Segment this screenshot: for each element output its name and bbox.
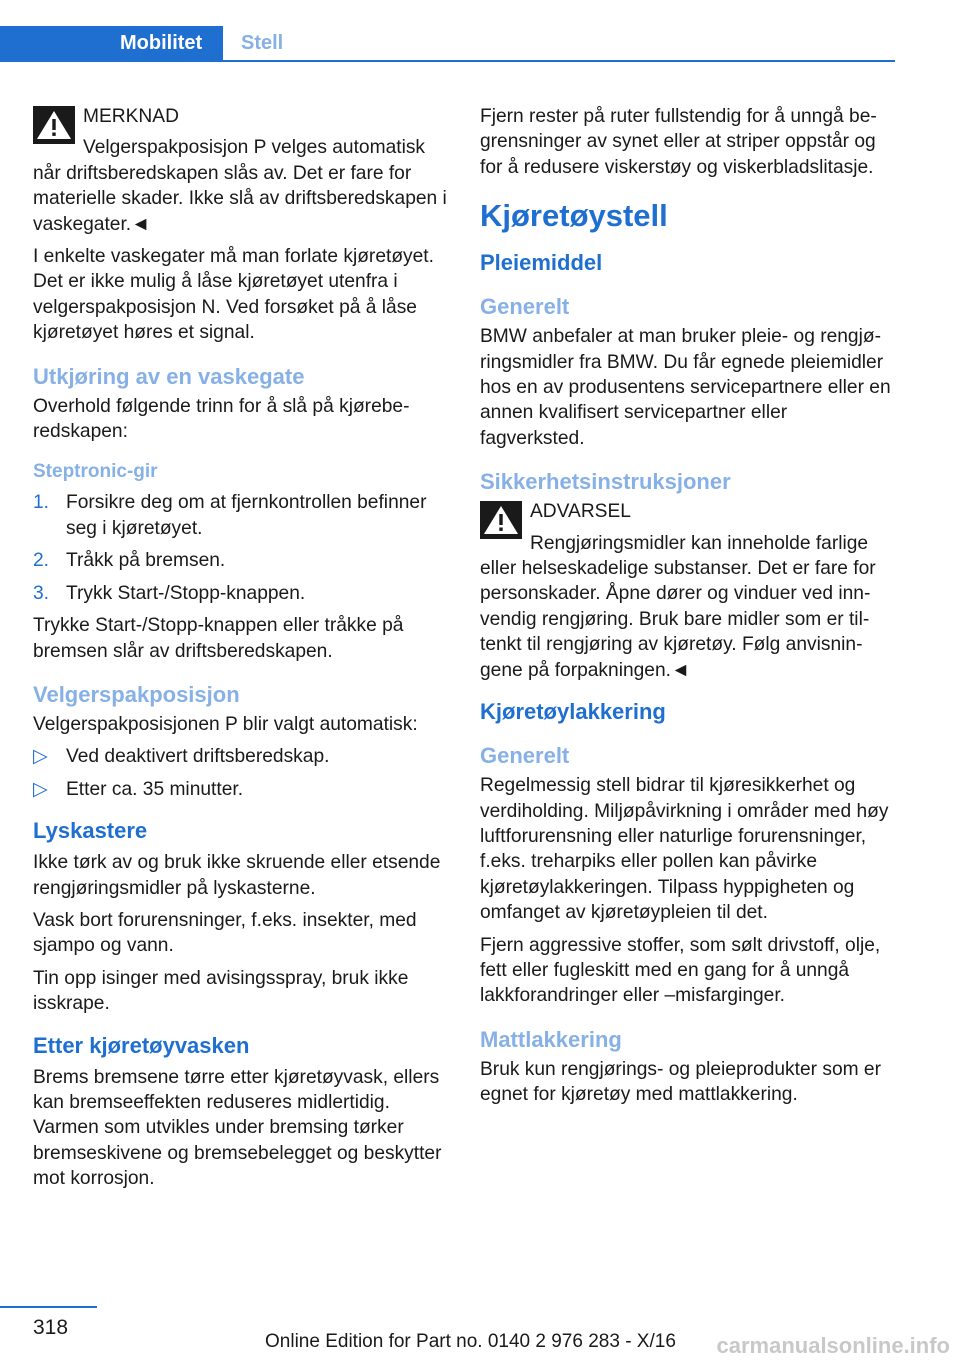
list-number: 3. (33, 582, 50, 604)
paragraph-windows: Fjern rester på ruter fullstendig for å unngå begrensninger av synet eller at striper oppstår og for å redusere viskerstøy og viskerbladslitasje. (480, 106, 877, 178)
warning-title: ADVARSEL (530, 501, 631, 523)
heading-vehicle-care: Kjøretøystell (480, 198, 668, 234)
paragraph-matte-paint: Bruk kun rengjørings- og pleieprodukter som er egnet for kjøretøy med mattlakkering. (480, 1058, 881, 1106)
footer-rule (0, 1306, 97, 1308)
page-number: 318 (33, 1316, 69, 1339)
section-tab-bar (0, 26, 895, 62)
heading-care-products: Pleiemiddel (480, 250, 603, 276)
list-item (33, 548, 447, 573)
heading-after-wash: Etter kjøretøyvasken (33, 1032, 250, 1058)
paragraph-paint-1: Regelmessig stell bidrar til kjøresikkerhet og verdiholding. Miljøpåvirkning i områder med høy luftforurensning eller naturlige forurensninger, f.eks. treharpiks eller pollen kan påvirke kjøretøylakkeringen. Tilpass hyppigheten og omfanget av kjøretøypleien til det. (480, 775, 889, 924)
heading-headlights: Lyskastere (33, 818, 148, 844)
list-number: 1. (33, 492, 50, 514)
bullet-triangle-icon: ▷ (33, 778, 48, 800)
warning-triangle-icon (33, 106, 75, 144)
list-text: Trykk Start-/Stopp-knappen. (66, 582, 306, 604)
list-item (33, 581, 447, 606)
edition-line: Online Edition for Part no. 0140 2 976 283 - X/16 (265, 1331, 676, 1352)
heading-vehicle-paint: Kjøretøylakkering (480, 699, 666, 725)
bullet-list (33, 744, 447, 802)
heading-matte-paint: Mattlakkering (480, 1026, 622, 1052)
bullet-triangle-icon: ▷ (33, 746, 48, 768)
paragraph-wash-exit-lock: I enkelte vaskegater må man forlate kjøretøyet. Det er ikke mulig å låse kjøretøyet utenfra i velgerspakposisjon N. Ved forsøket på å låse kjøretøyet høres et signal. (33, 246, 434, 344)
list-item (33, 777, 447, 802)
list-text: Etter ca. 35 minutter. (66, 778, 244, 800)
heading-exit-car-wash: Utkjøring av en vaskegate (33, 363, 305, 389)
paragraph-steps-after: Trykke Start-/Stopp-knappen eller tråkke på bremsen slår av driftsberedskapen. (33, 615, 404, 662)
paragraph-headlights-1: Ikke tørk av og bruk ikke skruende eller etsende rengjøringsmidler på lyskasterne. (33, 852, 441, 899)
tab-stell[interactable]: Stell (241, 32, 284, 54)
left-column (33, 104, 447, 1199)
list-item (33, 744, 447, 769)
warning-triangle-icon (480, 501, 522, 539)
notice-text: Velgerspakposisjon P velges automatisk når driftsberedskapen slås av. Det er fare for materielle skader. Ikke slå av driftsberedskapen i vaskegater.◄ (33, 137, 447, 235)
heading-selector-position: Velgerspakposisjon (33, 681, 240, 707)
paragraph-exit-steps-intro: Overhold følgende trinn for å slå på kjøreberedskapen: (33, 395, 410, 443)
paragraph-headlights-2: Vask bort forurensninger, f.eks. insekter, med sjampo og vann. (33, 909, 417, 957)
list-item (33, 490, 447, 541)
paragraph-paint-2: Fjern aggressive stoffer, som sølt drivstoff, olje, fett eller fugleskitt med en gang for å unngå lakkforandringer eller –misfarginger. (480, 934, 881, 1007)
heading-steptronic: Steptronic-gir (33, 461, 158, 483)
warning-text: Rengjøringsmidler kan inneholde farlige eller helseskadelige substanser. Det er fare for personskader. Åpne dører og vinduer ved innvendig rengjøring. Bruk bare midler som er tiltenkt til rengjøring av kjøretøy. Følg anvisningene på forpakningen.◄ (480, 532, 876, 681)
steps-list (33, 490, 447, 606)
heading-safety-instructions: Sikkerhetsinstruksjoner (480, 469, 731, 495)
notice-title: MERKNAD (83, 106, 179, 127)
tab-mobilitet[interactable]: Mobilitet (0, 26, 223, 60)
list-number: 2. (33, 550, 50, 572)
list-text: Tråkk på bremsen. (66, 550, 226, 572)
list-text: Ved deaktivert driftsberedskap. (66, 746, 330, 768)
paragraph-selector: Velgerspakposisjonen P blir valgt automatisk: (33, 713, 418, 735)
heading-general-1: Generelt (480, 294, 570, 320)
heading-general-2: Generelt (480, 743, 570, 769)
paragraph-general-1: BMW anbefaler at man bruker pleie- og rengjøringsmidler fra BMW. Du får egnede pleiemidler hos en av produsentens servicepartnere eller en annen kvalifisert servicepartner eller fagverksted. (480, 326, 891, 449)
list-text: Forsikre deg om at fjernkontrollen befinner seg i kjøretøyet. (66, 492, 427, 539)
right-column (480, 104, 894, 1115)
warning-box (480, 499, 894, 683)
paragraph-headlights-3: Tin opp isinger med avisingsspray, bruk ikke isskrape. (33, 967, 409, 1015)
watermark: carmanualsonline.info (716, 1333, 950, 1358)
notice-box (33, 104, 447, 237)
paragraph-after-wash: Brems bremsene tørre etter kjøretøyvask, ellers kan bremseeffekten reduseres midlertidig. Varmen som utvikles under bremsing tørker bremseskivene og bremsebelegget og beskytter mot korrosjon. (33, 1066, 442, 1190)
